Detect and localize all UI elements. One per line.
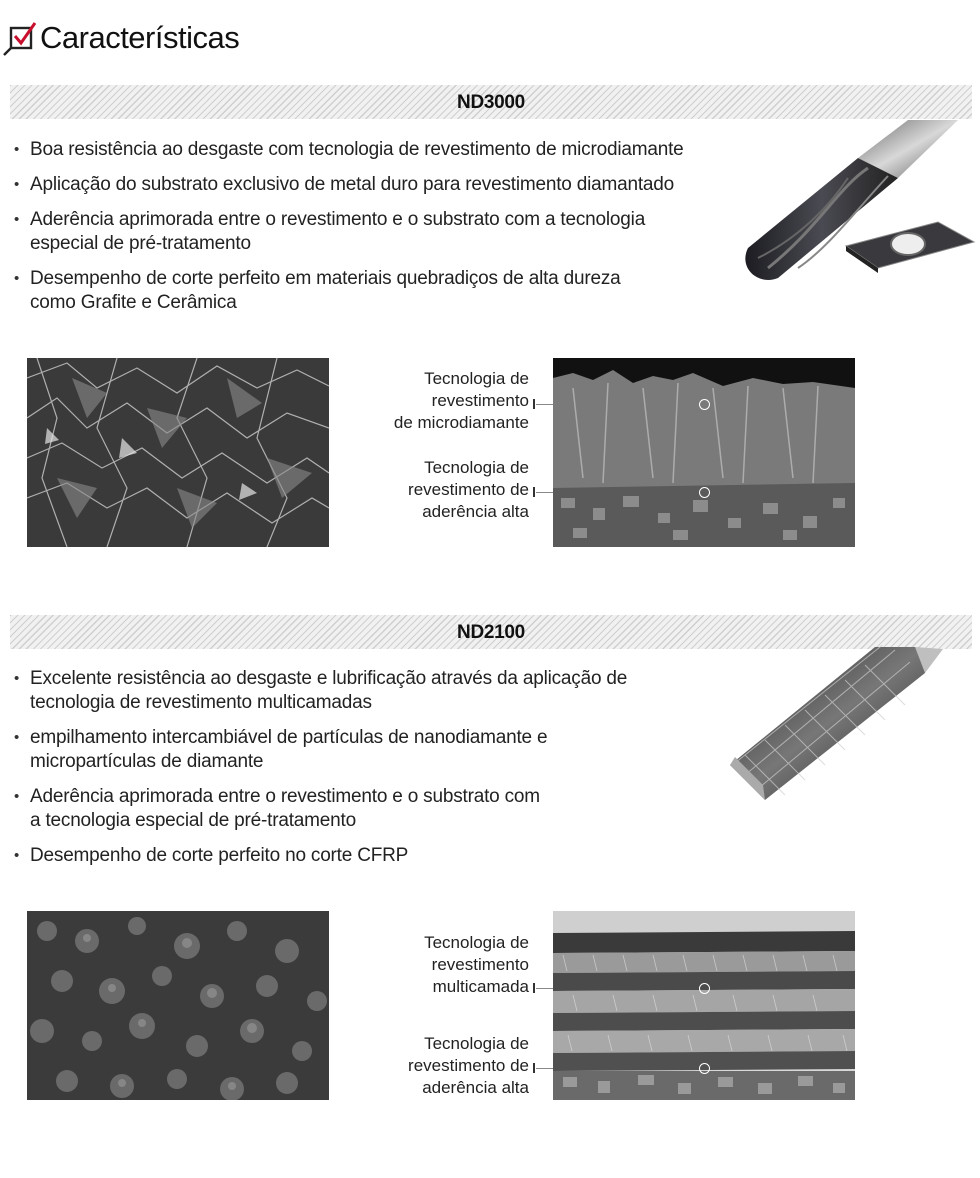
product-image-drill-insert: [738, 118, 976, 283]
callout-label: Tecnologia de revestimento multicamada: [424, 933, 529, 996]
section-bar-nd3000: [10, 85, 972, 119]
feature-item: • Aderência aprimorada entre o revestimento e o substrato com a tecnologia especial de pré-tratamento: [14, 785, 627, 833]
marker-ring: [699, 399, 710, 410]
callout-tick: [533, 1063, 535, 1073]
feature-item: • Excelente resistência ao desgaste e lubrificação através da aplicação de tecnologia de revestimento multicamadas: [14, 667, 627, 715]
feature-item: • Boa resistência ao desgaste com tecnologia de revestimento de microdiamante: [14, 138, 684, 162]
marker-ring: [699, 983, 710, 994]
marker-ring: [699, 1063, 710, 1074]
sem-surface-image-nd3000: [27, 358, 329, 547]
product-image-router: [725, 645, 945, 805]
feature-item: • Aderência aprimorada entre o revestimento e o substrato com a tecnologia especial de pré-tratamento: [14, 208, 684, 256]
section-bar-nd2100: [10, 615, 972, 649]
checkbox-check-icon: [2, 18, 38, 58]
sem-cross-section-image-nd2100: [553, 911, 855, 1100]
feature-item: • Desempenho de corte perfeito no corte CFRP: [14, 844, 627, 868]
callout-label: Tecnologia de revestimento de aderência alta: [408, 458, 529, 521]
callout-tick: [533, 487, 535, 497]
page-header: [0, 18, 239, 58]
feature-item: • Desempenho de corte perfeito em materiais quebradiços de alta dureza como Grafite e Cerâmica: [14, 267, 684, 315]
sem-surface-image-nd2100: [27, 911, 329, 1100]
feature-list-nd2100: [14, 667, 627, 879]
callout-tick: [533, 983, 535, 993]
section-title: ND3000: [457, 92, 525, 113]
feature-list-nd3000: [14, 138, 684, 326]
sem-cross-section-image-nd3000: [553, 358, 855, 547]
callout-label: Tecnologia de revestimento de aderência alta: [408, 1034, 529, 1097]
feature-item: • empilhamento intercambiável de partículas de nanodiamante e micropartículas de diamante: [14, 726, 627, 774]
page-title: Características: [40, 20, 240, 55]
marker-ring: [699, 487, 710, 498]
callout-label: Tecnologia de revestimento de microdiamante: [393, 369, 529, 432]
callout-tick: [533, 399, 535, 409]
section-title: ND2100: [457, 622, 525, 643]
feature-item: • Aplicação do substrato exclusivo de metal duro para revestimento diamantado: [14, 173, 684, 197]
